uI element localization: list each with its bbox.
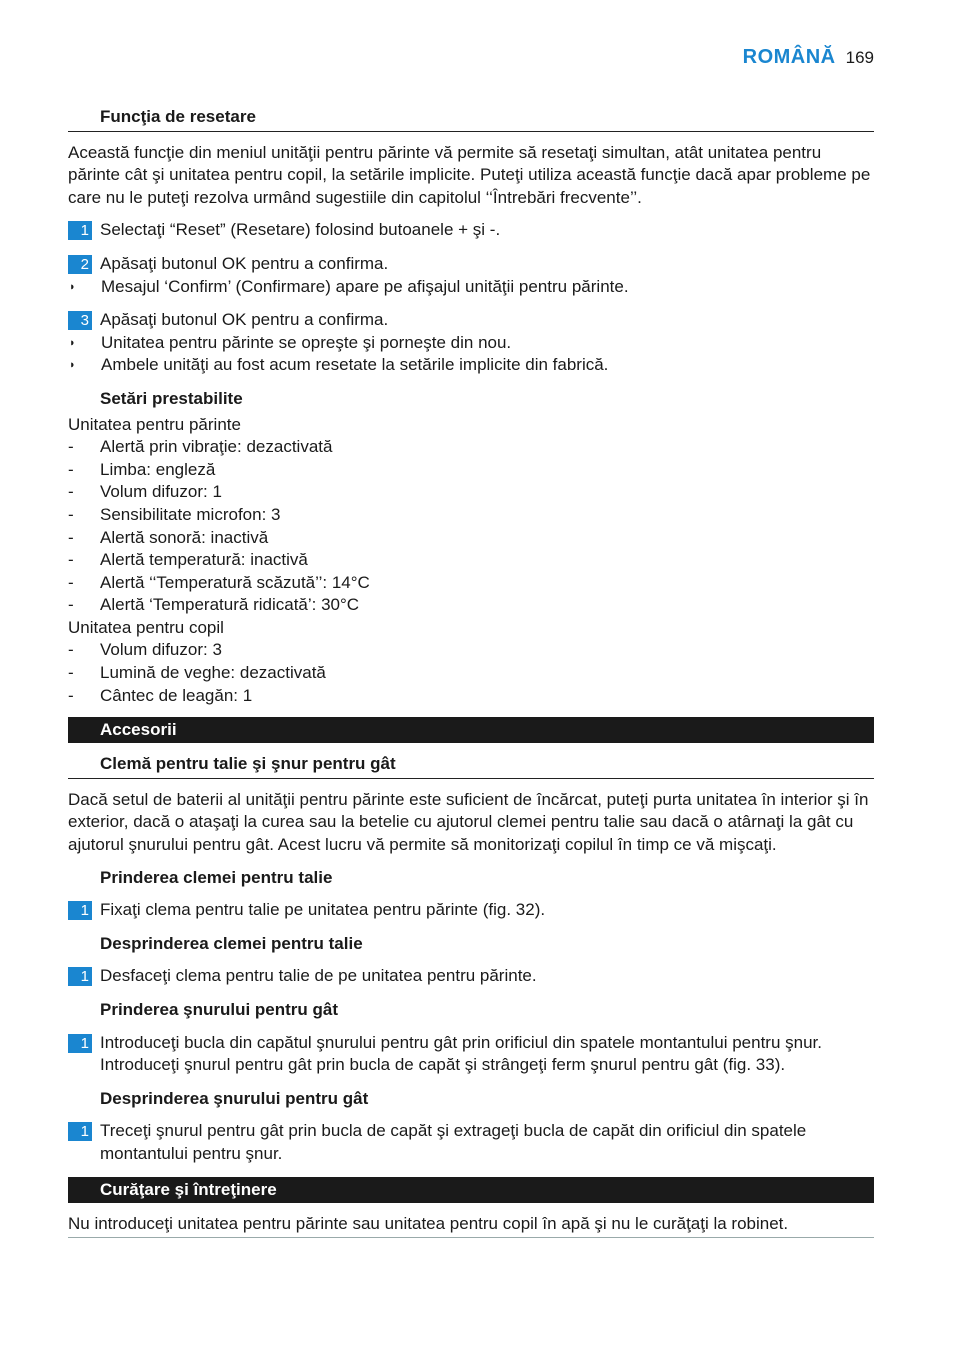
step-text: Selectaţi “Reset” (Resetare) folosind butoanele + şi -. xyxy=(100,220,501,240)
list-dash: - xyxy=(68,482,74,502)
list-dash: - xyxy=(68,663,74,683)
list-item-text: Volum difuzor: 3 xyxy=(100,640,222,660)
section-title-cleaning: Curăţare şi întreţinere xyxy=(68,1177,874,1203)
reset-step-3 xyxy=(68,309,874,377)
list-item-text: Volum difuzor: 1 xyxy=(100,482,222,502)
result-arrow-icon: ◗ xyxy=(69,359,76,372)
accessories-intro: Dacă setul de baterii al unităţii pentru părinte este suficient de încărcat, puteţi purta unitatea în interior şi în exterior, dacă o ataşaţi la curea sau la betelie cu ajutorul clemei pentru talie sau dacă o atârnaţi la gât cu ajutorul şnurului pentru gât. Acest lucru vă permite să monitorizaţi copilul în timp ce vă mişcaţi. xyxy=(68,789,869,855)
list-item-text: Alertă temperatură: inactivă xyxy=(100,550,308,570)
section-title-accessories: Accesorii xyxy=(68,717,874,743)
result-arrow-icon: ◗ xyxy=(69,280,76,293)
reset-intro: Această funcţie din meniul unităţii pentru părinte vă permite să resetaţi simultan, atât unitatea pentru părinte cât şi unitatea pentru copil, la setările implicite. Puteţi utiliza această funcţie dacă apar probleme pe care nu le puteţi rezolva urmând sugestiile din capitolul ‘‘Întrebări frecvente’’. xyxy=(68,142,871,207)
list-item xyxy=(68,594,874,617)
list-item-text: Alertă prin vibraţie: dezactivată xyxy=(100,437,333,457)
child-defaults-list xyxy=(68,639,874,707)
list-item xyxy=(68,662,874,685)
result-text: Ambele unităţi au fost acum resetate la setările implicite din fabrică. xyxy=(101,355,609,375)
step-text: Introduceţi bucla din capătul şnurului pentru gât prin orificiul din spatele montantului pentru şnur. Introduceţi şnurul pentru gât prin bucla de capăt şi strângeţi ferm şnurul pentru gât (fig. 33). xyxy=(100,1032,822,1075)
parent-unit-label: Unitatea pentru părinte xyxy=(68,414,241,434)
list-item xyxy=(68,481,874,504)
step-result xyxy=(68,354,874,377)
list-item xyxy=(68,459,874,482)
language-label: ROMÂNĂ xyxy=(742,46,836,68)
result-arrow-icon: ◗ xyxy=(69,336,76,349)
result-text: Unitatea pentru părinte se opreşte şi porneşte din nou. xyxy=(101,332,512,352)
detach-clip-step xyxy=(68,965,874,988)
step-text: Treceţi şnurul pentru gât prin bucla de capăt şi extrageţi bucla de capăt din orificiul din spatele montantului pentru şnur. xyxy=(100,1121,807,1163)
subsection-title-attach-cord: Prinderea şnurului pentru gât xyxy=(100,1000,339,1019)
subsection-title-clip-cord: Clemă pentru talie şi şnur pentru gât xyxy=(68,753,874,779)
page-number: 169 xyxy=(845,48,874,67)
list-dash: - xyxy=(68,550,74,570)
step-number: 1 xyxy=(68,1034,92,1053)
child-unit-label: Unitatea pentru copil xyxy=(68,617,224,637)
step-number: 1 xyxy=(68,901,92,920)
list-item-text: Sensibilitate microfon: 3 xyxy=(100,504,281,524)
step-number: 1 xyxy=(68,221,92,240)
page-header xyxy=(743,46,874,69)
reset-step-1 xyxy=(68,219,874,242)
list-dash: - xyxy=(68,572,74,592)
list-item-text: Alertă ‘Temperatură ridicată’: 30°C xyxy=(100,595,360,615)
list-dash: - xyxy=(68,595,74,615)
list-dash: - xyxy=(68,504,74,524)
step-text: Fixaţi clema pentru talie pe unitatea pentru părinte (fig. 32). xyxy=(100,900,546,920)
step-result xyxy=(68,332,874,355)
list-item-text: Cântec de leagăn: 1 xyxy=(100,685,253,705)
list-item xyxy=(68,549,874,572)
list-item-text: Alertă sonoră: inactivă xyxy=(100,527,269,547)
page-content xyxy=(68,106,874,1238)
step-number: 1 xyxy=(68,967,92,986)
step-result xyxy=(68,276,874,299)
step-number: 1 xyxy=(68,1122,92,1141)
cleaning-warning: Nu introduceţi unitatea pentru părinte sau unitatea pentru copil în apă şi nu le curăţaţi la robinet. xyxy=(68,1213,874,1239)
list-item xyxy=(68,527,874,550)
list-dash: - xyxy=(68,685,74,705)
result-text: Mesajul ‘Confirm’ (Confirmare) apare pe afişajul unităţii pentru părinte. xyxy=(101,276,629,296)
parent-defaults-list xyxy=(68,436,874,617)
list-item xyxy=(68,572,874,595)
list-item xyxy=(68,685,874,708)
step-number: 3 xyxy=(68,311,92,330)
reset-step-2 xyxy=(68,253,874,298)
detach-cord-step xyxy=(68,1120,874,1165)
subsection-title-defaults: Setări prestabilite xyxy=(100,388,243,408)
step-text: Apăsaţi butonul OK pentru a confirma. xyxy=(100,310,389,330)
step-text: Apăsaţi butonul OK pentru a confirma. xyxy=(100,253,389,273)
list-item xyxy=(68,436,874,459)
list-dash: - xyxy=(68,437,74,457)
subsection-title-detach-cord: Desprinderea şnurului pentru gât xyxy=(100,1088,369,1108)
list-item-text: Alertă ‘‘Temperatură scăzută’’: 14°C xyxy=(100,572,370,592)
subsection-title-reset: Funcţia de resetare xyxy=(68,106,874,132)
attach-cord-step xyxy=(68,1032,874,1077)
subsection-title-attach-clip: Prinderea clemei pentru talie xyxy=(100,867,333,887)
list-item-text: Limba: engleză xyxy=(100,459,216,479)
attach-clip-step xyxy=(68,899,874,922)
list-dash: - xyxy=(68,527,74,547)
list-dash: - xyxy=(68,459,74,479)
list-item xyxy=(68,639,874,662)
list-item xyxy=(68,504,874,527)
step-text: Desfaceţi clema pentru talie de pe unitatea pentru părinte. xyxy=(100,966,537,986)
list-dash: - xyxy=(68,640,74,660)
step-number: 2 xyxy=(68,255,92,274)
subsection-title-detach-clip: Desprinderea clemei pentru talie xyxy=(100,933,363,953)
list-item-text: Lumină de veghe: dezactivată xyxy=(100,663,326,683)
